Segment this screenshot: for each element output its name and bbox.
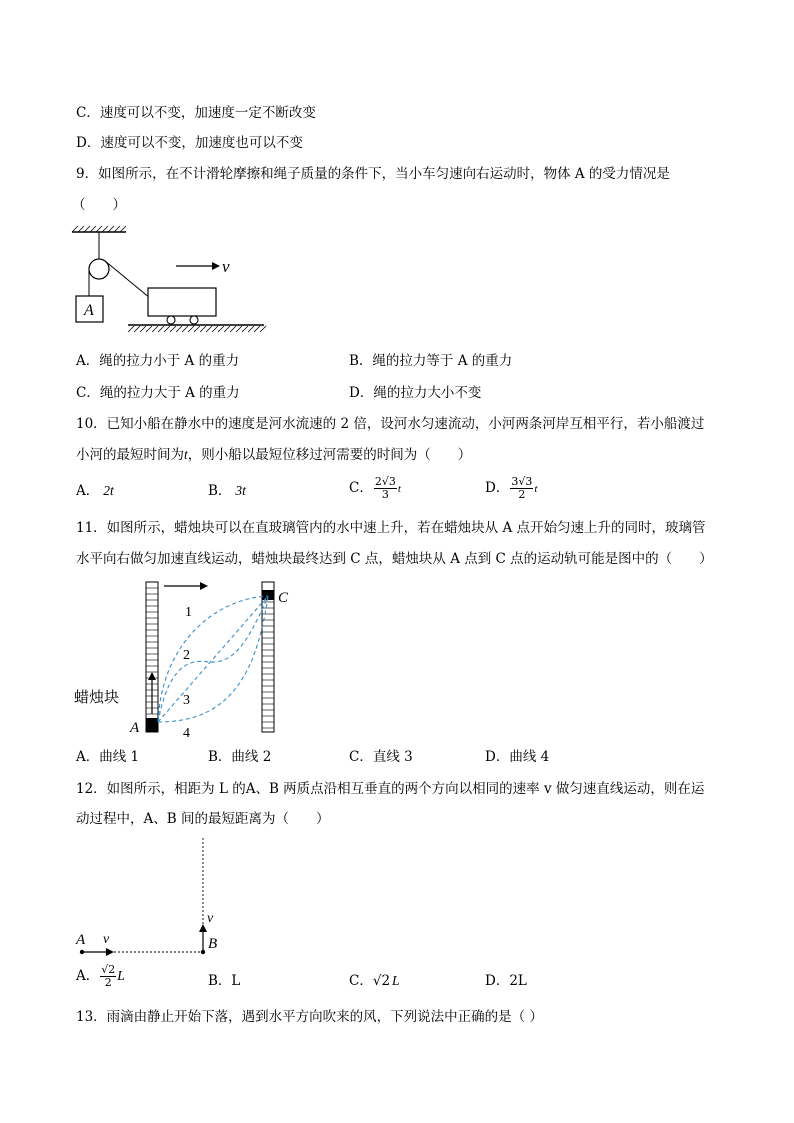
block-a-label: A <box>84 302 94 319</box>
curve-4-label: 4 <box>183 726 190 741</box>
q9-option-b: B．绳的拉力等于 A 的重力 <box>349 353 513 369</box>
velocity-a-label: v <box>103 932 110 947</box>
velocity-label: v <box>222 257 230 276</box>
q11-option-d: D．曲线 4 <box>485 749 550 765</box>
q12-option-a: A． $\frac{√2}{2}$ L <box>76 963 125 989</box>
q10-option-d: D． $\frac{3√3}{2}$ t <box>485 475 538 501</box>
q9-option-a: A．绳的拉力小于 A 的重力 <box>76 353 240 369</box>
q10-option-b: B． 3t <box>208 483 246 499</box>
q10-stem-part1: 小河的最短时间为 <box>76 447 184 463</box>
q12-option-c: C．√2 L <box>349 973 400 989</box>
q10-stem-line2 <box>76 446 471 464</box>
point-c-label: C <box>278 590 289 606</box>
q10-var-t: t <box>184 447 188 462</box>
q10-option-c: C． $\frac{2√3}{3}$ t <box>349 475 401 501</box>
q9-stem: 9．如图所示，在不计滑轮摩擦和绳子质量的条件下，当小车匀速向右运动时，物体 A 的受力情况是 <box>76 166 670 182</box>
q13-stem: 13．雨滴由静止开始下落，遇到水平方向吹来的风，下列说法中正确的是（ ） <box>76 1009 543 1025</box>
q11-option-c: C．直线 3 <box>349 749 413 765</box>
q11-stem-line1: 11．如图所示，蜡烛块可以在直玻璃管内的水中速上升，若在蜡烛块从 A 点开始匀速上升的同时，玻璃管 <box>76 520 706 536</box>
q10-option-a: A． 2t <box>76 483 114 499</box>
point-b-label: B <box>208 936 218 952</box>
q12-option-b: B．L <box>208 973 241 989</box>
q9-blank: （ ） <box>72 197 126 213</box>
q11-option-b: B．曲线 2 <box>208 749 272 765</box>
q12-motion-figure <box>70 836 230 958</box>
curve-1-label: 1 <box>185 605 192 620</box>
q12-option-d: D．2L <box>485 973 527 989</box>
curve-3-label: 3 <box>183 693 190 708</box>
point-a-label: A <box>130 720 140 736</box>
q9-pulley-figure <box>70 226 270 341</box>
candle-block <box>146 718 158 732</box>
q10-stem-line1: 10．已知小船在静水中的速度是河水流速的 2 倍，设河水匀速流动，小河两条河岸互相平行，若小船渡过 <box>76 416 705 432</box>
q11-candle-figure <box>70 578 310 744</box>
q10-stem-part2: ，则小船以最短位移过河需要的时间为（ ） <box>187 447 472 463</box>
q9-option-c: C．绳的拉力大于 A 的重力 <box>76 385 240 401</box>
q8-option-c: C．速度可以不变，加速度一定不断改变 <box>76 105 316 121</box>
curve-2-label: 2 <box>183 648 190 663</box>
q12-stem-line2: 动过程中，A、B 间的最短距离为（ ） <box>76 811 330 827</box>
q11-option-a: A．曲线 1 <box>76 749 140 765</box>
velocity-b-label: v <box>207 911 214 926</box>
point-a-label: A <box>76 932 86 948</box>
q9-option-d: D．绳的拉力大小不变 <box>349 385 482 401</box>
q11-stem-line2: 水平向右做匀加速直线运动，蜡烛块最终达到 C 点，蜡烛块从 A 点到 C 点的运动轨可能是图中的（ ） <box>76 551 713 567</box>
q12-stem-line1: 12．如图所示，相距为 L 的A、B 两质点沿相互垂直的两个方向以相同的速率 v 做匀速直线运动，则在运 <box>76 781 705 797</box>
q8-option-d: D．速度可以不变，加速度也可以不变 <box>76 135 303 151</box>
cart <box>148 288 216 316</box>
candle-label: 蜡烛块 <box>74 688 120 706</box>
